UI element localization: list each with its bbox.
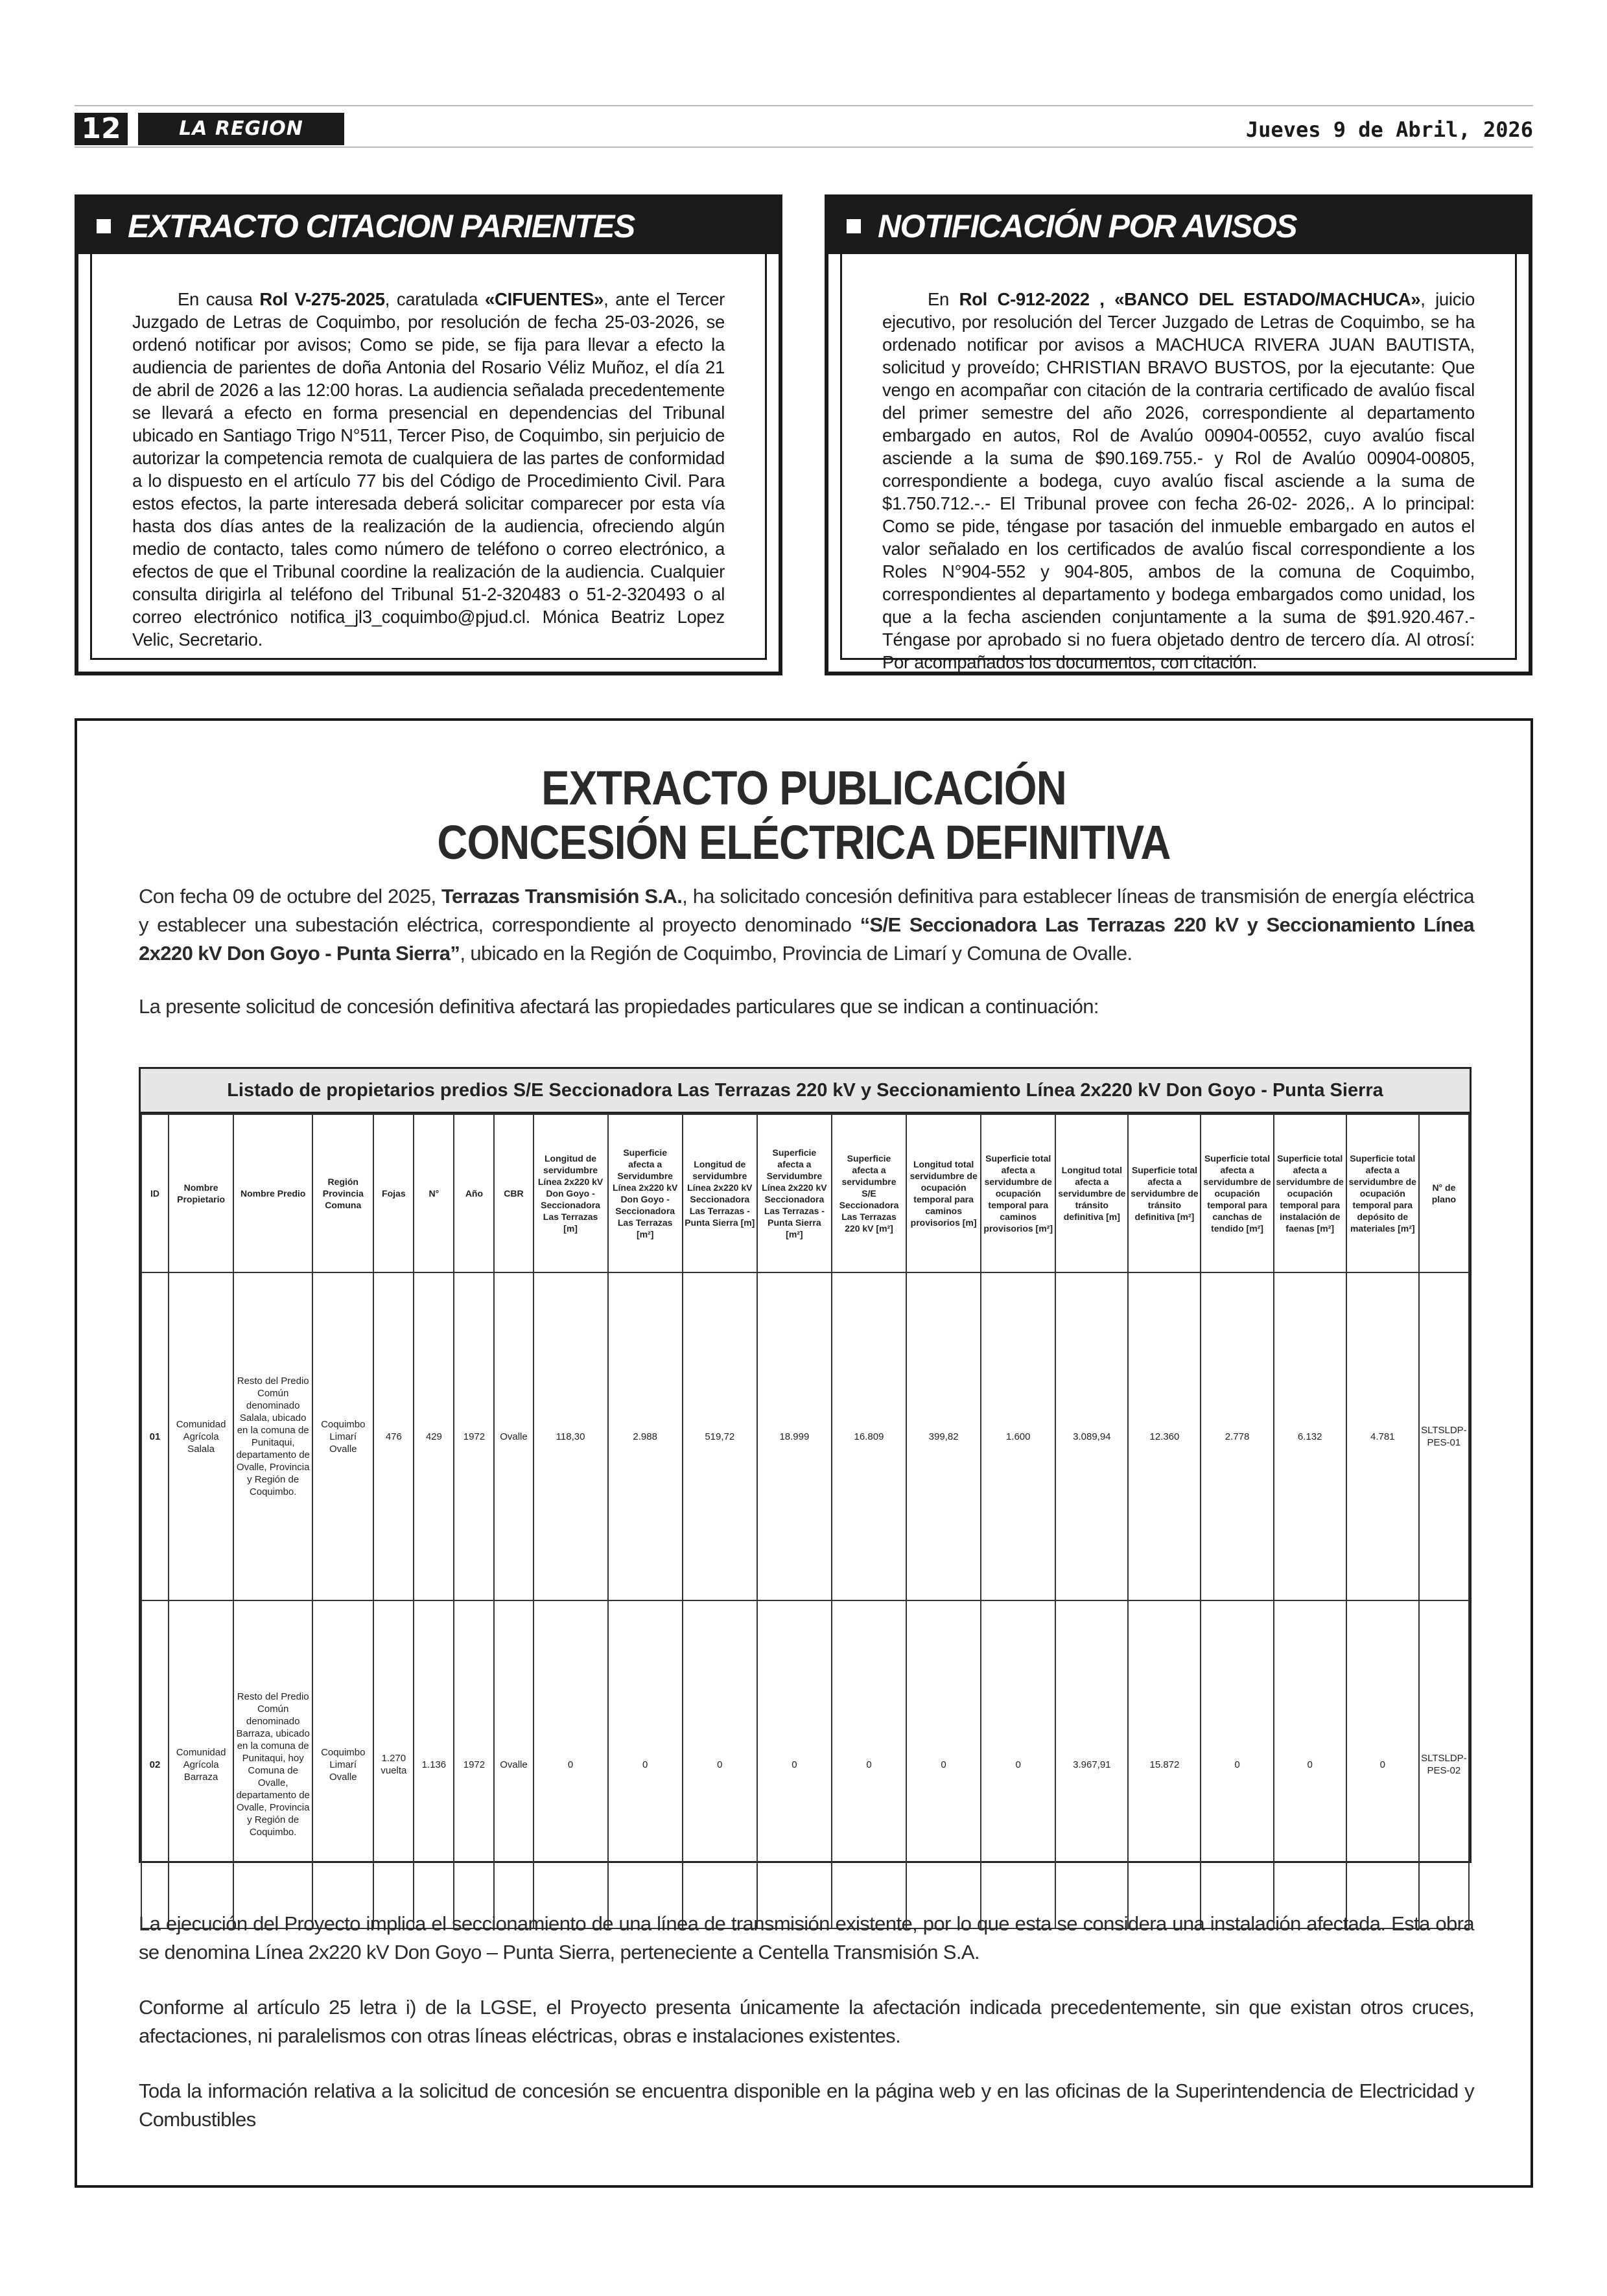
table-cell: 0: [906, 1600, 981, 1928]
table-cell: Ovalle: [494, 1272, 533, 1600]
notice-citacion-parientes: [75, 194, 782, 675]
table-cell: Coquimbo Limarí Ovalle: [312, 1272, 373, 1600]
notice-notificacion-avisos: [825, 194, 1532, 675]
table-cell: 1972: [454, 1272, 494, 1600]
table-header-cell: Superficie afecta a Servidumbre Línea 2x220 kV Seccionadora Las Terrazas - Punta Sierra [m²]: [757, 1114, 832, 1272]
table-header-cell: CBR: [494, 1114, 533, 1272]
table-cell: 12.360: [1128, 1272, 1201, 1600]
extracto-title-line1: EXTRACTO PUBLICACIÓN: [541, 761, 1066, 815]
table-cell: Resto del Predio Común denominado Salala, ubicado en la comuna de Punitaqui, departamento de Ovalle, Provincia y Región de Coquimbo.: [233, 1272, 312, 1600]
newspaper-logo: LA REGION: [138, 113, 344, 145]
table-cell: Resto del Predio Común denominado Barraza, ubicado en la comuna de Punitaqui, hoy Comuna de Ovalle, departamento de Ovalle, Provincia y Región de Coquimbo.: [233, 1600, 312, 1928]
table-cell: 0: [534, 1600, 608, 1928]
table-header-cell: Superficie total afecta a servidumbre de tránsito definitiva [m²]: [1128, 1114, 1201, 1272]
lgse-paragraph: Conforme al artículo 25 letra i) de la LGSE, el Proyecto presenta únicamente la afectación indicada precedentemente, sin que existan otros cruces, afectaciones, ni paralelismos con otras líneas eléctricas, obras e instalaciones existentes.: [139, 1996, 1474, 2047]
table-cell: 4.781: [1346, 1272, 1419, 1600]
table-header-cell: Superficie afecta a Servidumbre Línea 2x220 kV Don Goyo - Seccionadora Las Terrazas [m²]: [608, 1114, 683, 1272]
table-cell: 0: [832, 1600, 906, 1928]
body-text: , ha solicitado concesión definitiva para establecer líneas de transmisión de energía eléctrica y establecer una subestación eléctrica, correspondiente al proyecto denominado: [139, 885, 1475, 936]
table-cell: 399,82: [906, 1272, 981, 1600]
solicitud-paragraph: La presente solicitud de concesión definitiva afectará las propiedades particulares que se indican a continuación:: [139, 995, 1099, 1018]
table-cell: Coquimbo Limarí Ovalle: [312, 1600, 373, 1928]
table-cell: Comunidad Agrícola Salala: [169, 1272, 233, 1600]
table-header-cell: Año: [454, 1114, 494, 1272]
table-cell: 0: [608, 1600, 683, 1928]
table-row: [141, 1600, 1469, 1928]
table-cell: 0: [683, 1600, 757, 1928]
table-cell: 0: [981, 1600, 1055, 1928]
table-cell: 0: [1346, 1600, 1419, 1928]
afectacion-paragraph: La ejecución del Proyecto implica el seccionamiento de una línea de transmisión existente, por lo que esta se considera una instalación afectada. Esta obra se denomina Línea 2x220 kV Don Goyo – Punta Sierra, perteneciente a Centella Transmisión S.A.: [139, 1912, 1474, 1963]
table-title: Listado de propietarios predios S/E Seccionadora Las Terrazas 220 kV y Seccionamiento Línea 2x220 kV Don Goyo - Punta Sierra: [141, 1069, 1470, 1114]
table-header-cell: N° de plano: [1419, 1114, 1469, 1272]
notice-body: [840, 254, 1517, 672]
table-cell: 3.967,91: [1055, 1600, 1128, 1928]
propietarios-table: [139, 1067, 1472, 1863]
notice-title-bar: [78, 198, 779, 254]
table-header-cell: Superficie total afecta a servidumbre de ocupación temporal para depósito de materiales [m²]: [1346, 1114, 1419, 1272]
table-body: [141, 1272, 1469, 1928]
table-grid: [141, 1114, 1470, 1929]
table-cell: 02: [141, 1600, 169, 1928]
bullet-square-icon: [97, 219, 111, 233]
table-header-cell: Nombre Propietario: [169, 1114, 233, 1272]
notice-body: [90, 254, 767, 660]
table-header-cell: ID: [141, 1114, 169, 1272]
table-header-cell: Longitud de servidumbre Línea 2x220 kV Seccionadora Las Terrazas - Punta Sierra [m]: [683, 1114, 757, 1272]
table-cell: 18.999: [757, 1272, 832, 1600]
table-cell: 16.809: [832, 1272, 906, 1600]
body-text: , ante el Tercer Juzgado de Letras de Coquimbo, por resolución de fecha 25-03-2026, se ordenó notificar por avisos; Como se pide, se fija para llevar a efecto la audiencia de parientes de doña Antonia del Rosario Véliz Muñoz, el día 21 de abril de 2026 a las 12:00 horas. La audiencia señalada precedentemente se llevará a efecto en forma presencial en dependencias del Tribunal ubicado en Santiago Trigo N°511, Tercer Piso, de Coquimbo, sin perjuicio de autorizar la competencia remota de cualquiera de las partes de conformidad a lo dispuesto en el artículo 77 bis del Código de Procedimiento Civil. Para estos efectos, la parte interesada deberá solicitar comparecer por esta vía hasta dos días antes de la realización de la audiencia, ofreciendo algún medio de contacto, tales como número de teléfono o correo electrónico, a efectos de que el Tribunal coordine la realización de la audiencia. Cualquier consulta dirigirla al teléfono del Tribunal 51-2-320483 o 51-2-320493 o al correo electrónico notifica_jl3_coquimbo@pjud.cl. Mónica Beatriz Lopez Velic, Secretario.: [132, 289, 725, 650]
table-header-cell: Longitud total afecta a servidumbre de tránsito definitiva [m]: [1055, 1114, 1128, 1272]
table-cell: 0: [1201, 1600, 1273, 1928]
table-cell: SLTSLDP-PES-01: [1419, 1272, 1469, 1600]
body-text: , juicio ejecutivo, por resolución del Tercer Juzgado de Letras de Coquimbo, se ha ordenado notificar por avisos a MACHUCA RIVERA JUAN BAUTISTA, solicitud y proveído; CHRISTIAN BRAVO BUSTOS, por la ejecutante: Que vengo en acompañar con citación de la contraria certificado de avalúo fiscal del primer semestre del año 2026, correspondiente al departamento embargado en autos, Rol de Avalúo 00904-00552, cuyo avalúo fiscal asciende a la suma de $90.169.755.- y Rol de Avalúo 00904-00805, correspondiente a bodega, cuyo avalúo fiscal asciende a la suma de $1.750.712.-.- El Tribunal provee con fecha 26-02- 2026,. A lo principal: Como se pide, téngase por tasación del inmueble embargado en autos el valor señalado en los certificados de avalúo fiscal correspondiente a los Roles N°904-552 y 904-805, ambos de la comuna de Coquimbo, correspondientes al departamento y bodega embargados como unidad, los que a la fecha ascienden conjuntamente a la suma de $91.920.467.- Téngase por aprobado si no fuera objetado dentro de tercero día. Al otrosí: Por acompañados los documentos, con citación.: [882, 289, 1475, 672]
company-name: Terrazas Transmisión S.A.: [441, 885, 683, 908]
notice-title-bar: [828, 198, 1529, 254]
body-text: , caratulada: [384, 289, 486, 309]
table-header-cell: Superficie total afecta a servidumbre de ocupación temporal para instalación de faenas [m²]: [1274, 1114, 1346, 1272]
table-header-cell: Superficie total afecta a servidumbre de ocupación temporal para canchas de tendido [m²]: [1201, 1114, 1273, 1272]
header-rule-top: [75, 105, 1533, 106]
table-cell: 1972: [454, 1600, 494, 1928]
table-cell: 0: [757, 1600, 832, 1928]
table-cell: 429: [414, 1272, 454, 1600]
table-cell: 3.089,94: [1055, 1272, 1128, 1600]
table-header-cell: Región Provincia Comuna: [312, 1114, 373, 1272]
notice-title: EXTRACTO CITACION PARIENTES: [128, 208, 635, 244]
table-cell: 2.988: [608, 1272, 683, 1600]
table-header-cell: Nombre Predio: [233, 1114, 312, 1272]
project-name: “S/E Seccionadora Las Terrazas 220 kV y Seccionamiento Línea 2x220 kV Don Goyo - Punta Sierra”: [139, 913, 1474, 965]
table-cell: 1.136: [414, 1600, 454, 1928]
table-cell: 2.778: [1201, 1272, 1273, 1600]
page-header: [75, 110, 1533, 149]
table-cell: 1.270 vuelta: [373, 1600, 414, 1928]
extracto-title: [165, 761, 1444, 870]
notice-title: NOTIFICACIÓN POR AVISOS: [878, 208, 1297, 244]
table-cell: 15.872: [1128, 1600, 1201, 1928]
table-row: [141, 1272, 1469, 1600]
table-cell: 6.132: [1274, 1272, 1346, 1600]
table-header-cell: Longitud de servidumbre Línea 2x220 kV Don Goyo - Seccionadora Las Terrazas [m]: [534, 1114, 608, 1272]
body-text: , ubicado en la Región de Coquimbo, Provincia de Limarí y Comuna de Ovalle.: [460, 942, 1132, 965]
table-header-cell: Longitud total servidumbre de ocupación temporal para caminos provisorios [m]: [906, 1114, 981, 1272]
bullet-square-icon: [847, 219, 861, 233]
table-cell: 476: [373, 1272, 414, 1600]
table-header-cell: Superficie afecta a servidumbre S/E Seccionadora Las Terrazas 220 kV [m²]: [832, 1114, 906, 1272]
table-header-row: [141, 1114, 1469, 1272]
issue-date: Jueves 9 de Abril, 2026: [1245, 117, 1533, 142]
intro-paragraph: [139, 882, 1474, 968]
extracto-title-line2: CONCESIÓN ELÉCTRICA DEFINITIVA: [437, 815, 1171, 869]
table-cell: SLTSLDP-PES-02: [1419, 1600, 1469, 1928]
case-rol: Rol V-275-2025: [259, 289, 385, 309]
table-cell: 0: [1274, 1600, 1346, 1928]
table-header-cell: N°: [414, 1114, 454, 1272]
body-text: En causa: [178, 289, 260, 309]
page-number: 12: [75, 113, 128, 145]
table-cell: Comunidad Agrícola Barraza: [169, 1600, 233, 1928]
table-cell: 1.600: [981, 1272, 1055, 1600]
table-header-cell: Fojas: [373, 1114, 414, 1272]
case-caratula: «CIFUENTES»: [485, 289, 604, 309]
table-cell: 118,30: [534, 1272, 608, 1600]
table-cell: Ovalle: [494, 1600, 533, 1928]
table-header-cell: Superficie total afecta a servidumbre de ocupación temporal para caminos provisorios [m²]: [981, 1114, 1055, 1272]
body-text: Con fecha 09 de octubre del 2025,: [139, 885, 441, 908]
table-cell: 01: [141, 1272, 169, 1600]
informacion-paragraph: Toda la información relativa a la solicitud de concesión se encuentra disponible en la página web y en las oficinas de la Superintendencia de Electricidad y Combustibles: [139, 2079, 1474, 2131]
header-rule-bottom: [75, 146, 1533, 148]
case-rol: Rol C-912-2022 , «BANCO DEL ESTADO/MACHUCA»: [959, 289, 1421, 309]
body-text: En: [928, 289, 959, 309]
table-cell: 519,72: [683, 1272, 757, 1600]
extracto-concesion-box: [75, 718, 1533, 2188]
